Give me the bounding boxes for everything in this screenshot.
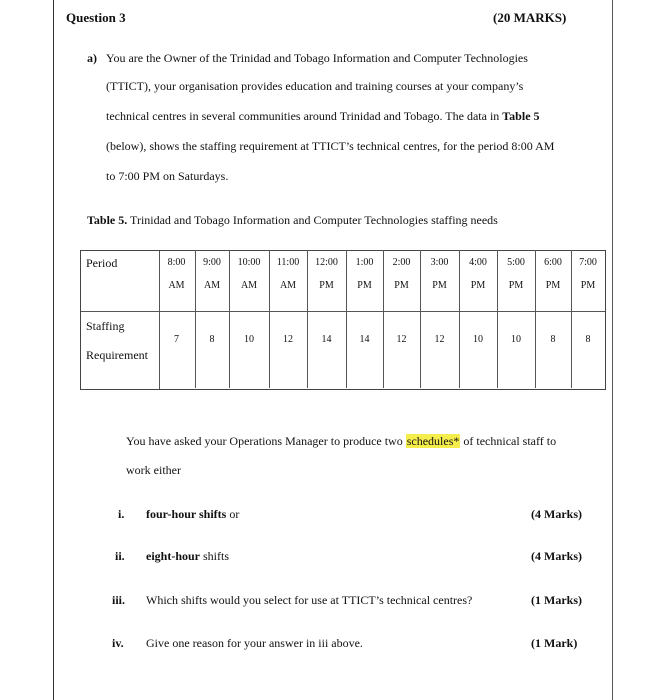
table-staffing-cell: 10 (511, 334, 521, 345)
intro-line-2: work either (126, 463, 181, 477)
table-column-divider (346, 250, 347, 388)
question-title: Question 3 (66, 10, 126, 25)
table-time-cell: 9:00 (203, 257, 221, 268)
table-time-cell: 6:00 (544, 257, 562, 268)
table-staffing-cell: 8 (585, 334, 591, 345)
schedules-highlight: schedules* (406, 434, 460, 448)
table-time-cell: 4:00 (469, 257, 487, 268)
item-num: i. (118, 507, 125, 521)
table-column-divider (269, 250, 270, 388)
table-time-cell: 8:00 (167, 257, 186, 268)
table-column-divider (571, 250, 572, 388)
table-time-cell: 5:00 (507, 257, 525, 268)
table-column-divider (497, 250, 498, 388)
intro-line-1: You have asked your Operations Manager to produce two schedules* of technical staff to (126, 434, 557, 448)
item-num: ii. (115, 549, 125, 563)
table-time-cell: 2:00 (392, 257, 411, 268)
table-column-divider (459, 250, 460, 388)
table-period-cell: PM (357, 280, 372, 291)
part-a-line-4: (below), shows the staffing requirement at TTICT’s technical centres, for the period 8:00 AM (106, 139, 555, 153)
item-text: Give one reason for your answer in iii above. (146, 636, 363, 650)
table-period-cell: AM (168, 280, 185, 291)
table-staffing-cell: 12 (396, 334, 407, 345)
table-staffing-cell: 10 (473, 334, 483, 345)
table-staffing-cell: 12 (283, 334, 293, 345)
table-period-cell: AM (240, 280, 258, 291)
item-marks: (4 Marks) (531, 507, 582, 521)
table-staffing-cell: 7 (174, 334, 179, 345)
table-caption: Table 5. Trinidad and Tobago Information and Computer Technologies staffing needs (87, 213, 498, 227)
item-num: iii. (112, 593, 126, 607)
item-marks: (4 Marks) (531, 549, 582, 563)
part-a-line-5: to 7:00 PM on Saturdays. (106, 169, 229, 183)
staffing-row-label-1: Staffing (86, 319, 125, 333)
table-time-cell: 11:00 (276, 257, 300, 268)
part-a-line-1: You are the Owner of the Trinidad and Tobago Information and Computer Technologies (106, 51, 528, 65)
table-time-cell: 12:00 (315, 257, 338, 268)
staffing-row-label-2: Requirement (86, 348, 148, 362)
table-staffing-cell: 14 (321, 334, 332, 345)
table-time-cell: 3:00 (430, 257, 449, 268)
question-marks: (20 MARKS) (493, 10, 567, 25)
table-staffing-cell: 14 (359, 334, 370, 345)
table-staffing-cell: 12 (434, 334, 445, 345)
table-period-cell: PM (394, 280, 409, 291)
table-column-divider (307, 250, 308, 388)
table-period-cell: PM (319, 280, 334, 291)
table-time-cell: 10:00 (237, 257, 261, 268)
table-column-divider (195, 250, 196, 388)
item-text: four-hour shifts or (146, 507, 240, 521)
table-period-cell: PM (508, 280, 524, 291)
table-time-cell: 1:00 (355, 257, 374, 268)
item-num: iv. (112, 636, 124, 650)
table-column-divider (535, 250, 536, 388)
item-marks: (1 Marks) (531, 593, 582, 607)
table-time-cell: 7:00 (579, 257, 597, 268)
table-period-cell: PM (470, 280, 486, 291)
table-staffing-cell: 10 (244, 334, 254, 345)
item-text: eight-hour shifts (146, 549, 230, 563)
table-period-cell: PM (545, 280, 561, 291)
table-period-cell: PM (580, 280, 596, 291)
table-period-cell: PM (432, 280, 447, 291)
table-column-divider (383, 250, 384, 388)
part-a-line-3: technical centres in several communities around Trinidad and Tobago. The data in Table 5 (106, 109, 540, 123)
part-a-line-2: (TTICT), your organisation provides education and training courses at your company’s (106, 79, 524, 93)
table-period-cell: AM (203, 280, 221, 291)
table-staffing-cell: 8 (209, 334, 215, 345)
table-column-divider (229, 250, 230, 388)
table-column-divider (420, 250, 421, 388)
table-period-cell: AM (279, 280, 297, 291)
part-a-label: a) (87, 51, 97, 65)
table-staffing-cell: 8 (550, 334, 556, 345)
right-page-border (612, 0, 613, 700)
item-text: Which shifts would you select for use at TTICT’s technical centres? (146, 593, 473, 607)
staffing-table (80, 250, 606, 390)
left-page-border (53, 0, 54, 700)
item-marks: (1 Mark) (531, 636, 578, 650)
period-row-label: Period (86, 256, 118, 270)
